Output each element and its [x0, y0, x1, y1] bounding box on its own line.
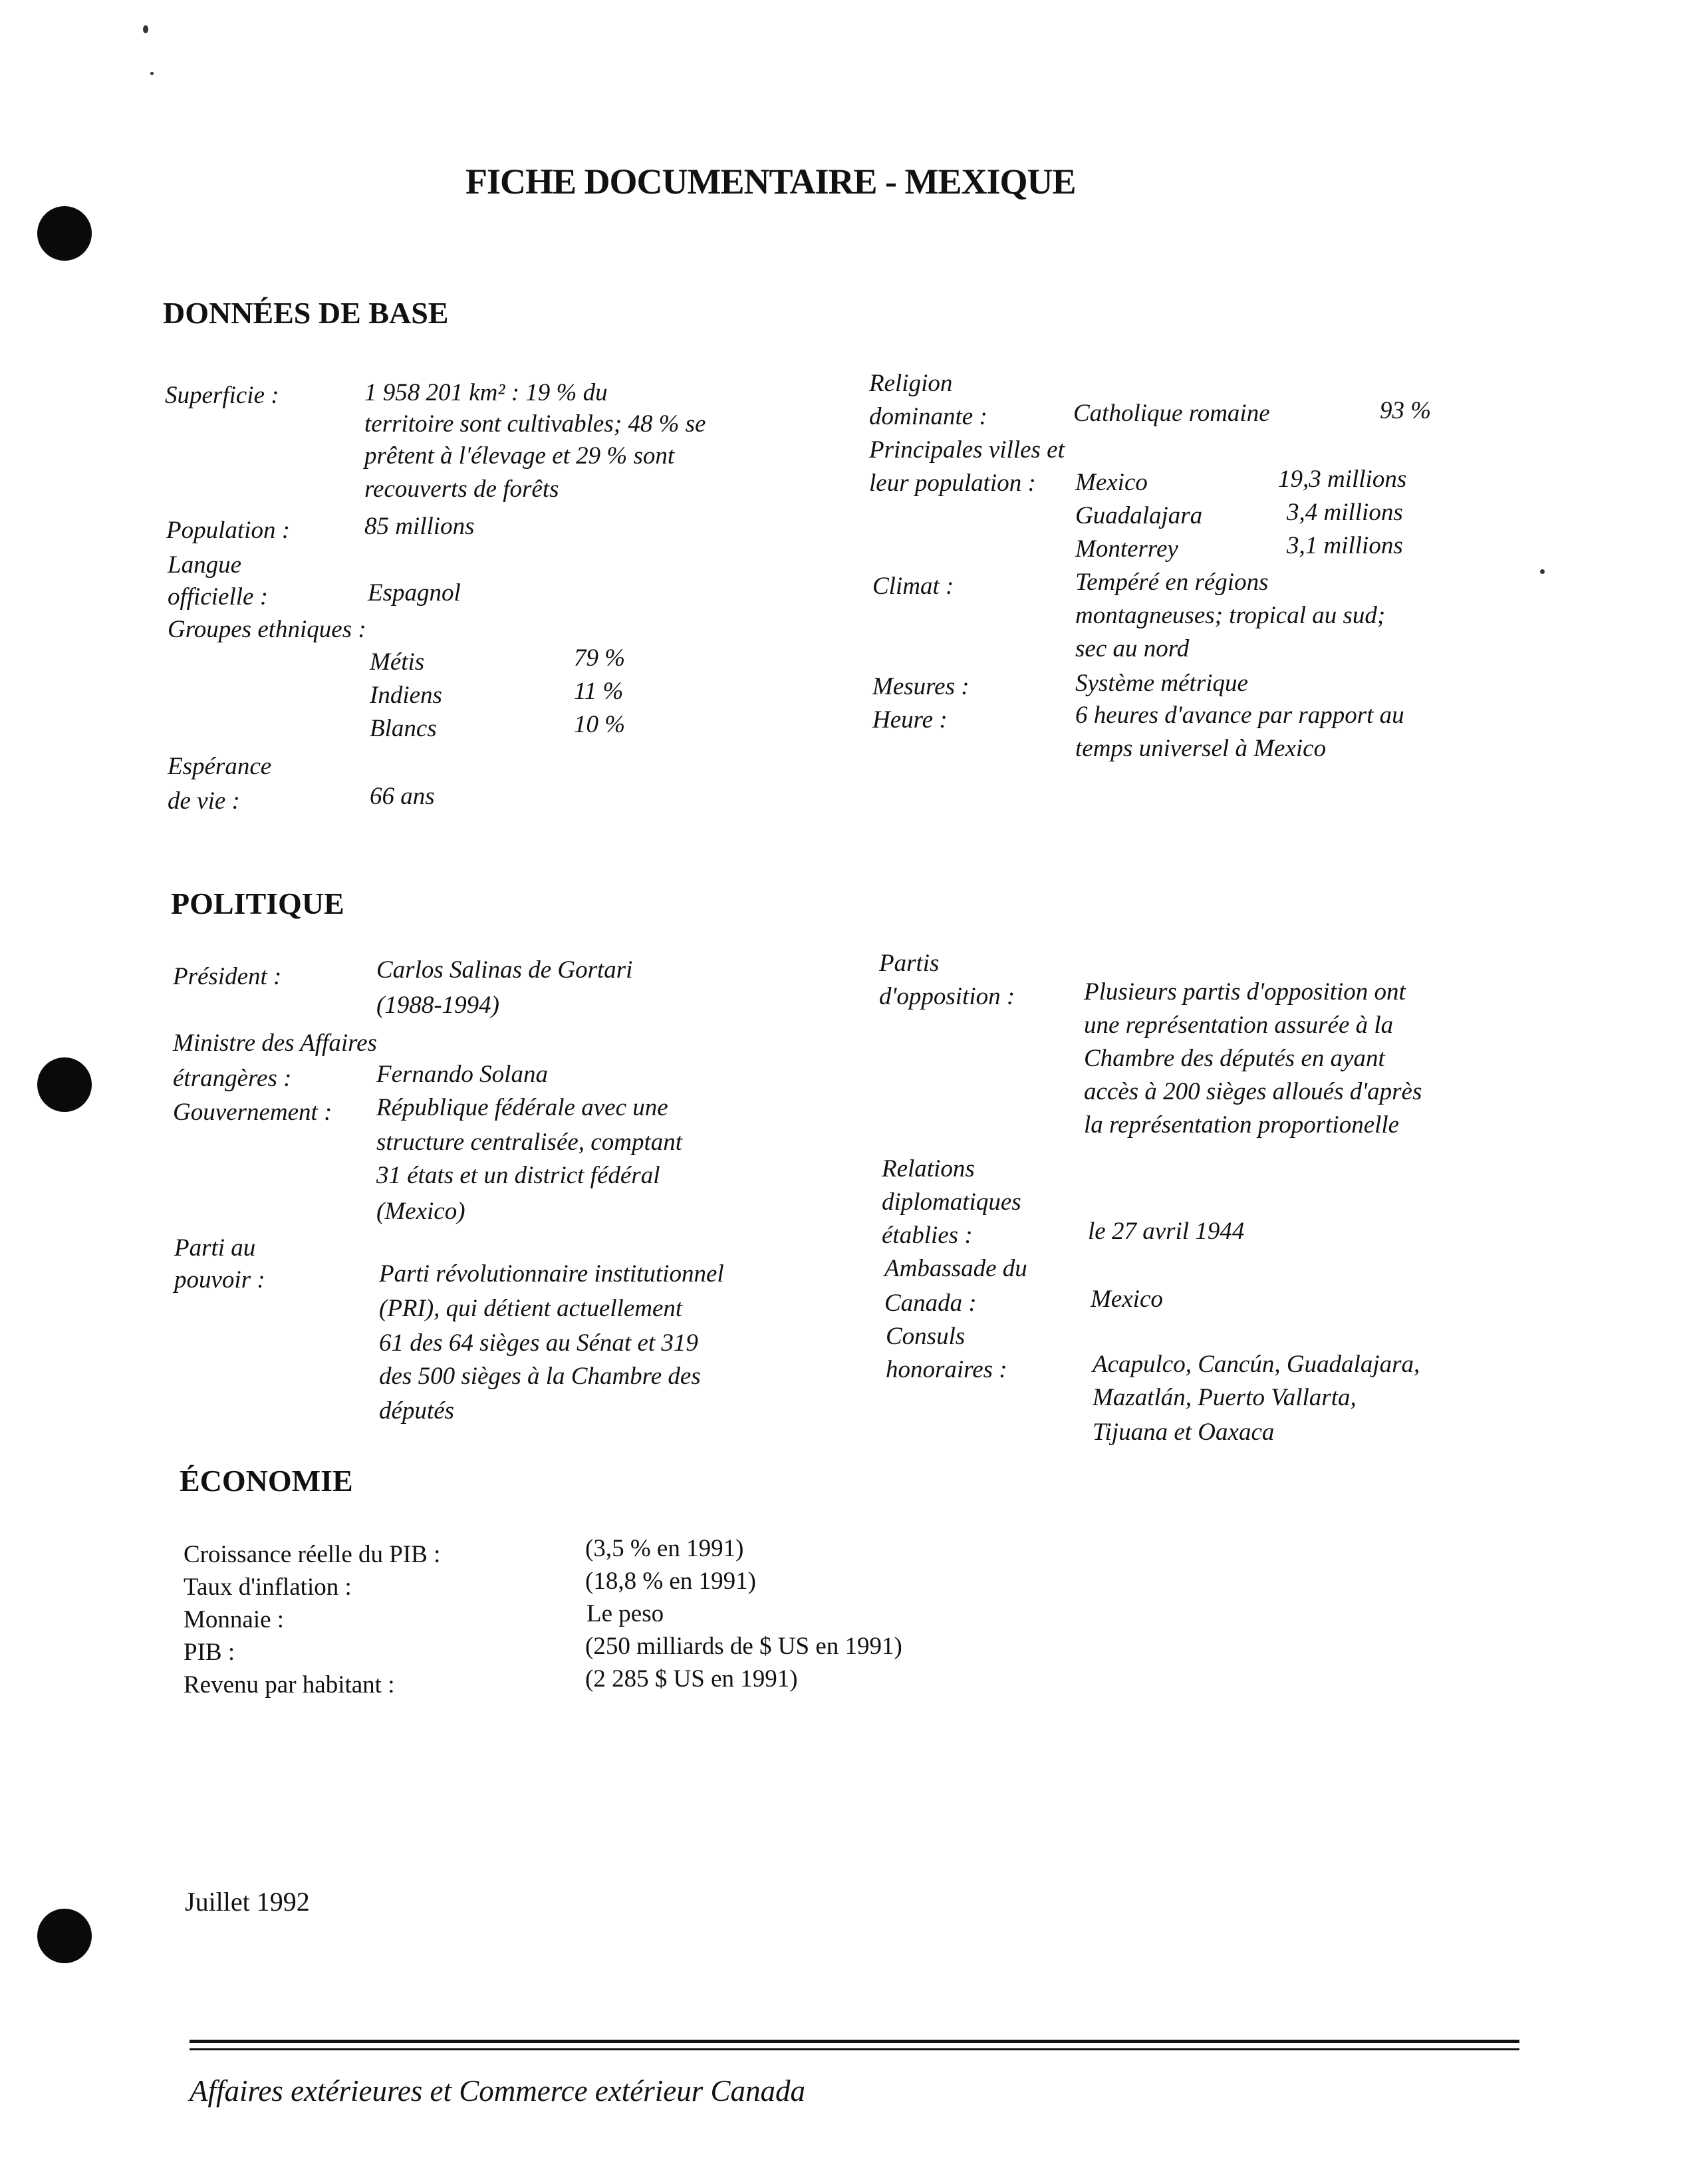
label-langue-2: officielle :	[168, 583, 269, 611]
value-superficie-4: recouverts de forêts	[364, 476, 559, 503]
label-relations-3: établies :	[882, 1222, 973, 1249]
value-heure-2: temps universel à Mexico	[1075, 735, 1327, 762]
ethnic-group-name: Blancs	[370, 715, 437, 742]
value-opposition-1: Plusieurs partis d'opposition ont	[1084, 978, 1406, 1006]
label-relations-1: Relations	[882, 1155, 975, 1182]
city-name: Guadalajara	[1075, 502, 1203, 529]
value-climat-2: montagneuses; tropical au sud;	[1075, 602, 1386, 629]
value-relations: le 27 avril 1944	[1088, 1218, 1245, 1245]
label-consuls-2: honoraires :	[886, 1356, 1007, 1383]
value-consuls-2: Mazatlán, Puerto Vallarta,	[1093, 1384, 1357, 1411]
value-superficie-3: prêtent à l'élevage et 29 % sont	[364, 442, 675, 470]
label-climat: Climat :	[872, 573, 954, 600]
label-opposition-2: d'opposition :	[879, 983, 1015, 1010]
label-villes-1: Principales villes et	[869, 436, 1065, 464]
economy-value: Le peso	[586, 1600, 664, 1627]
scan-speck	[1540, 569, 1545, 574]
value-consuls-3: Tijuana et Oaxaca	[1093, 1419, 1275, 1446]
section-heading-politique: POLITIQUE	[171, 887, 344, 920]
label-superficie: Superficie :	[165, 382, 279, 409]
ethnic-group-percent: 79 %	[574, 644, 626, 672]
value-superficie-1: 1 958 201 km² : 19 % du	[364, 379, 608, 406]
footer-rule-thick	[190, 2040, 1519, 2043]
value-parti-2: (PRI), qui détient actuellement	[379, 1295, 683, 1322]
value-parti-4: des 500 sièges à la Chambre des	[379, 1363, 701, 1390]
section-heading-base: DONNÉES DE BASE	[163, 296, 449, 330]
label-heure: Heure :	[872, 706, 948, 734]
label-ministre-2: étrangères :	[173, 1065, 292, 1092]
value-opposition-2: une représentation assurée à la	[1084, 1012, 1394, 1039]
value-heure-1: 6 heures d'avance par rapport au	[1075, 702, 1404, 729]
label-ambassade-2: Canada :	[884, 1290, 977, 1317]
value-gouvernement-2: structure centralisée, comptant	[376, 1129, 683, 1156]
value-opposition-3: Chambre des députés en ayant	[1084, 1045, 1385, 1072]
value-population: 85 millions	[364, 513, 475, 540]
value-climat-1: Tempéré en régions	[1075, 569, 1269, 596]
ethnic-group-name: Indiens	[370, 682, 442, 709]
label-religion-2: dominante :	[869, 403, 987, 430]
economy-label: Revenu par habitant :	[184, 1671, 395, 1699]
value-religion-percent: 93 %	[1380, 397, 1432, 424]
value-president-1: Carlos Salinas de Gortari	[376, 956, 633, 984]
label-religion-1: Religion	[869, 370, 953, 397]
binder-hole-middle	[37, 1057, 92, 1112]
label-parti-1: Parti au	[174, 1234, 256, 1262]
value-ministre: Fernando Solana	[376, 1061, 548, 1088]
label-population: Population :	[166, 517, 291, 544]
value-opposition-4: accès à 200 sièges alloués d'après	[1084, 1078, 1422, 1105]
economy-value: (2 285 $ US en 1991)	[585, 1665, 798, 1693]
value-climat-3: sec au nord	[1075, 635, 1190, 662]
value-gouvernement-4: (Mexico)	[376, 1198, 465, 1225]
document-date: Juillet 1992	[185, 1887, 310, 1917]
value-ambassade: Mexico	[1091, 1286, 1163, 1313]
city-name: Monterrey	[1075, 535, 1178, 563]
economy-value: (18,8 % en 1991)	[585, 1568, 756, 1595]
footer-organization: Affaires extérieures et Commerce extérieur Canada	[190, 2074, 805, 2108]
label-gouvernement: Gouvernement :	[173, 1099, 332, 1126]
label-langue-1: Langue	[168, 551, 241, 579]
label-president: Président :	[173, 963, 282, 990]
label-ambassade-1: Ambassade du	[884, 1255, 1027, 1282]
scan-speck	[143, 25, 148, 33]
value-parti-1: Parti révolutionnaire institutionnel	[379, 1260, 724, 1288]
label-opposition-1: Partis	[879, 950, 940, 977]
value-gouvernement-3: 31 états et un district fédéral	[376, 1162, 660, 1189]
value-religion: Catholique romaine	[1073, 400, 1270, 427]
economy-label: Monnaie :	[184, 1606, 285, 1633]
value-mesures: Système métrique	[1075, 670, 1248, 697]
footer-rule-thin	[190, 2048, 1519, 2050]
city-population: 19,3 millions	[1278, 466, 1407, 493]
label-groupes-ethniques: Groupes ethniques :	[168, 616, 366, 643]
label-mesures: Mesures :	[872, 673, 970, 700]
value-president-2: (1988-1994)	[376, 992, 499, 1019]
section-heading-economie: ÉCONOMIE	[180, 1464, 353, 1498]
ethnic-group-name: Métis	[370, 648, 425, 676]
label-relations-2: diplomatiques	[882, 1188, 1021, 1216]
city-population: 3,4 millions	[1287, 499, 1403, 526]
city-population: 3,1 millions	[1287, 532, 1403, 559]
value-esperance: 66 ans	[370, 783, 435, 810]
value-consuls-1: Acapulco, Cancún, Guadalajara,	[1093, 1351, 1420, 1378]
value-gouvernement-1: République fédérale avec une	[376, 1094, 668, 1121]
label-esperance-2: de vie :	[168, 787, 240, 815]
value-superficie-2: territoire sont cultivables; 48 % se	[364, 410, 706, 438]
ethnic-group-percent: 11 %	[574, 678, 624, 705]
scan-speck	[150, 72, 154, 75]
value-parti-3: 61 des 64 sièges au Sénat et 319	[379, 1329, 698, 1357]
economy-label: Croissance réelle du PIB :	[184, 1541, 441, 1568]
label-ministre-1: Ministre des Affaires	[173, 1029, 377, 1057]
value-opposition-5: la représentation proportionelle	[1084, 1111, 1400, 1139]
binder-hole-bottom	[37, 1909, 92, 1963]
label-esperance-1: Espérance	[168, 753, 272, 780]
ethnic-group-percent: 10 %	[574, 711, 626, 738]
label-villes-2: leur population :	[869, 470, 1036, 497]
economy-label: PIB :	[184, 1639, 235, 1666]
economy-value: (250 milliards de $ US en 1991)	[585, 1633, 902, 1660]
binder-hole-top	[37, 206, 92, 261]
page-title: FICHE DOCUMENTAIRE - MEXIQUE	[465, 162, 1076, 202]
label-consuls-1: Consuls	[886, 1323, 966, 1350]
city-name: Mexico	[1075, 469, 1148, 496]
economy-label: Taux d'inflation :	[184, 1573, 352, 1601]
economy-value: (3,5 % en 1991)	[585, 1535, 744, 1562]
value-langue: Espagnol	[368, 579, 461, 607]
value-parti-5: députés	[379, 1397, 455, 1425]
label-parti-2: pouvoir :	[174, 1266, 265, 1294]
